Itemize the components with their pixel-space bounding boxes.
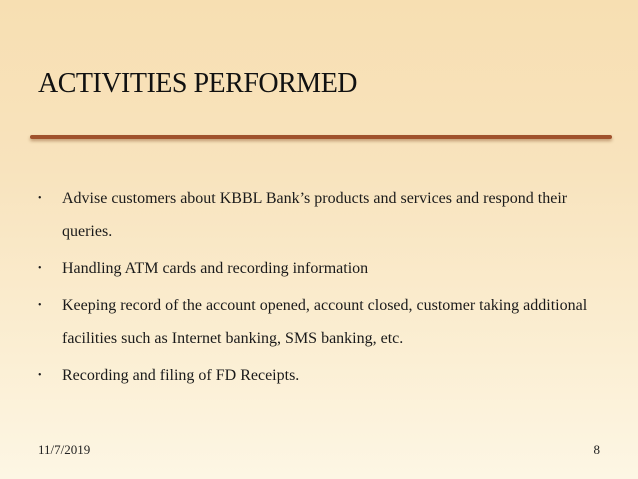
slide-title: ACTIVITIES PERFORMED <box>38 68 358 99</box>
bullet-text: Handling ATM cards and recording information <box>62 260 369 277</box>
bullet-dot-icon: • <box>38 193 42 204</box>
bullet-item <box>0 289 638 355</box>
bullet-text: Advise customers about KBBL Bank’s products and services and respond their queries. <box>62 190 568 240</box>
bullet-text: Recording and filing of FD Receipts. <box>62 367 300 384</box>
bullet-dot-icon: • <box>38 300 42 311</box>
footer-date: 11/7/2019 <box>38 442 91 457</box>
page-number: 8 <box>593 442 600 457</box>
bullet-dot-icon: • <box>38 263 42 274</box>
bullet-text: Keeping record of the account opened, account closed, customer taking additional facilities such as Internet banking, SMS banking, etc. <box>62 297 588 347</box>
bullet-item <box>0 252 638 285</box>
bullet-item <box>0 182 638 248</box>
title-divider <box>30 135 612 139</box>
bullet-dot-icon: • <box>38 370 42 381</box>
bullet-item <box>0 359 638 392</box>
bullet-list <box>0 182 638 396</box>
